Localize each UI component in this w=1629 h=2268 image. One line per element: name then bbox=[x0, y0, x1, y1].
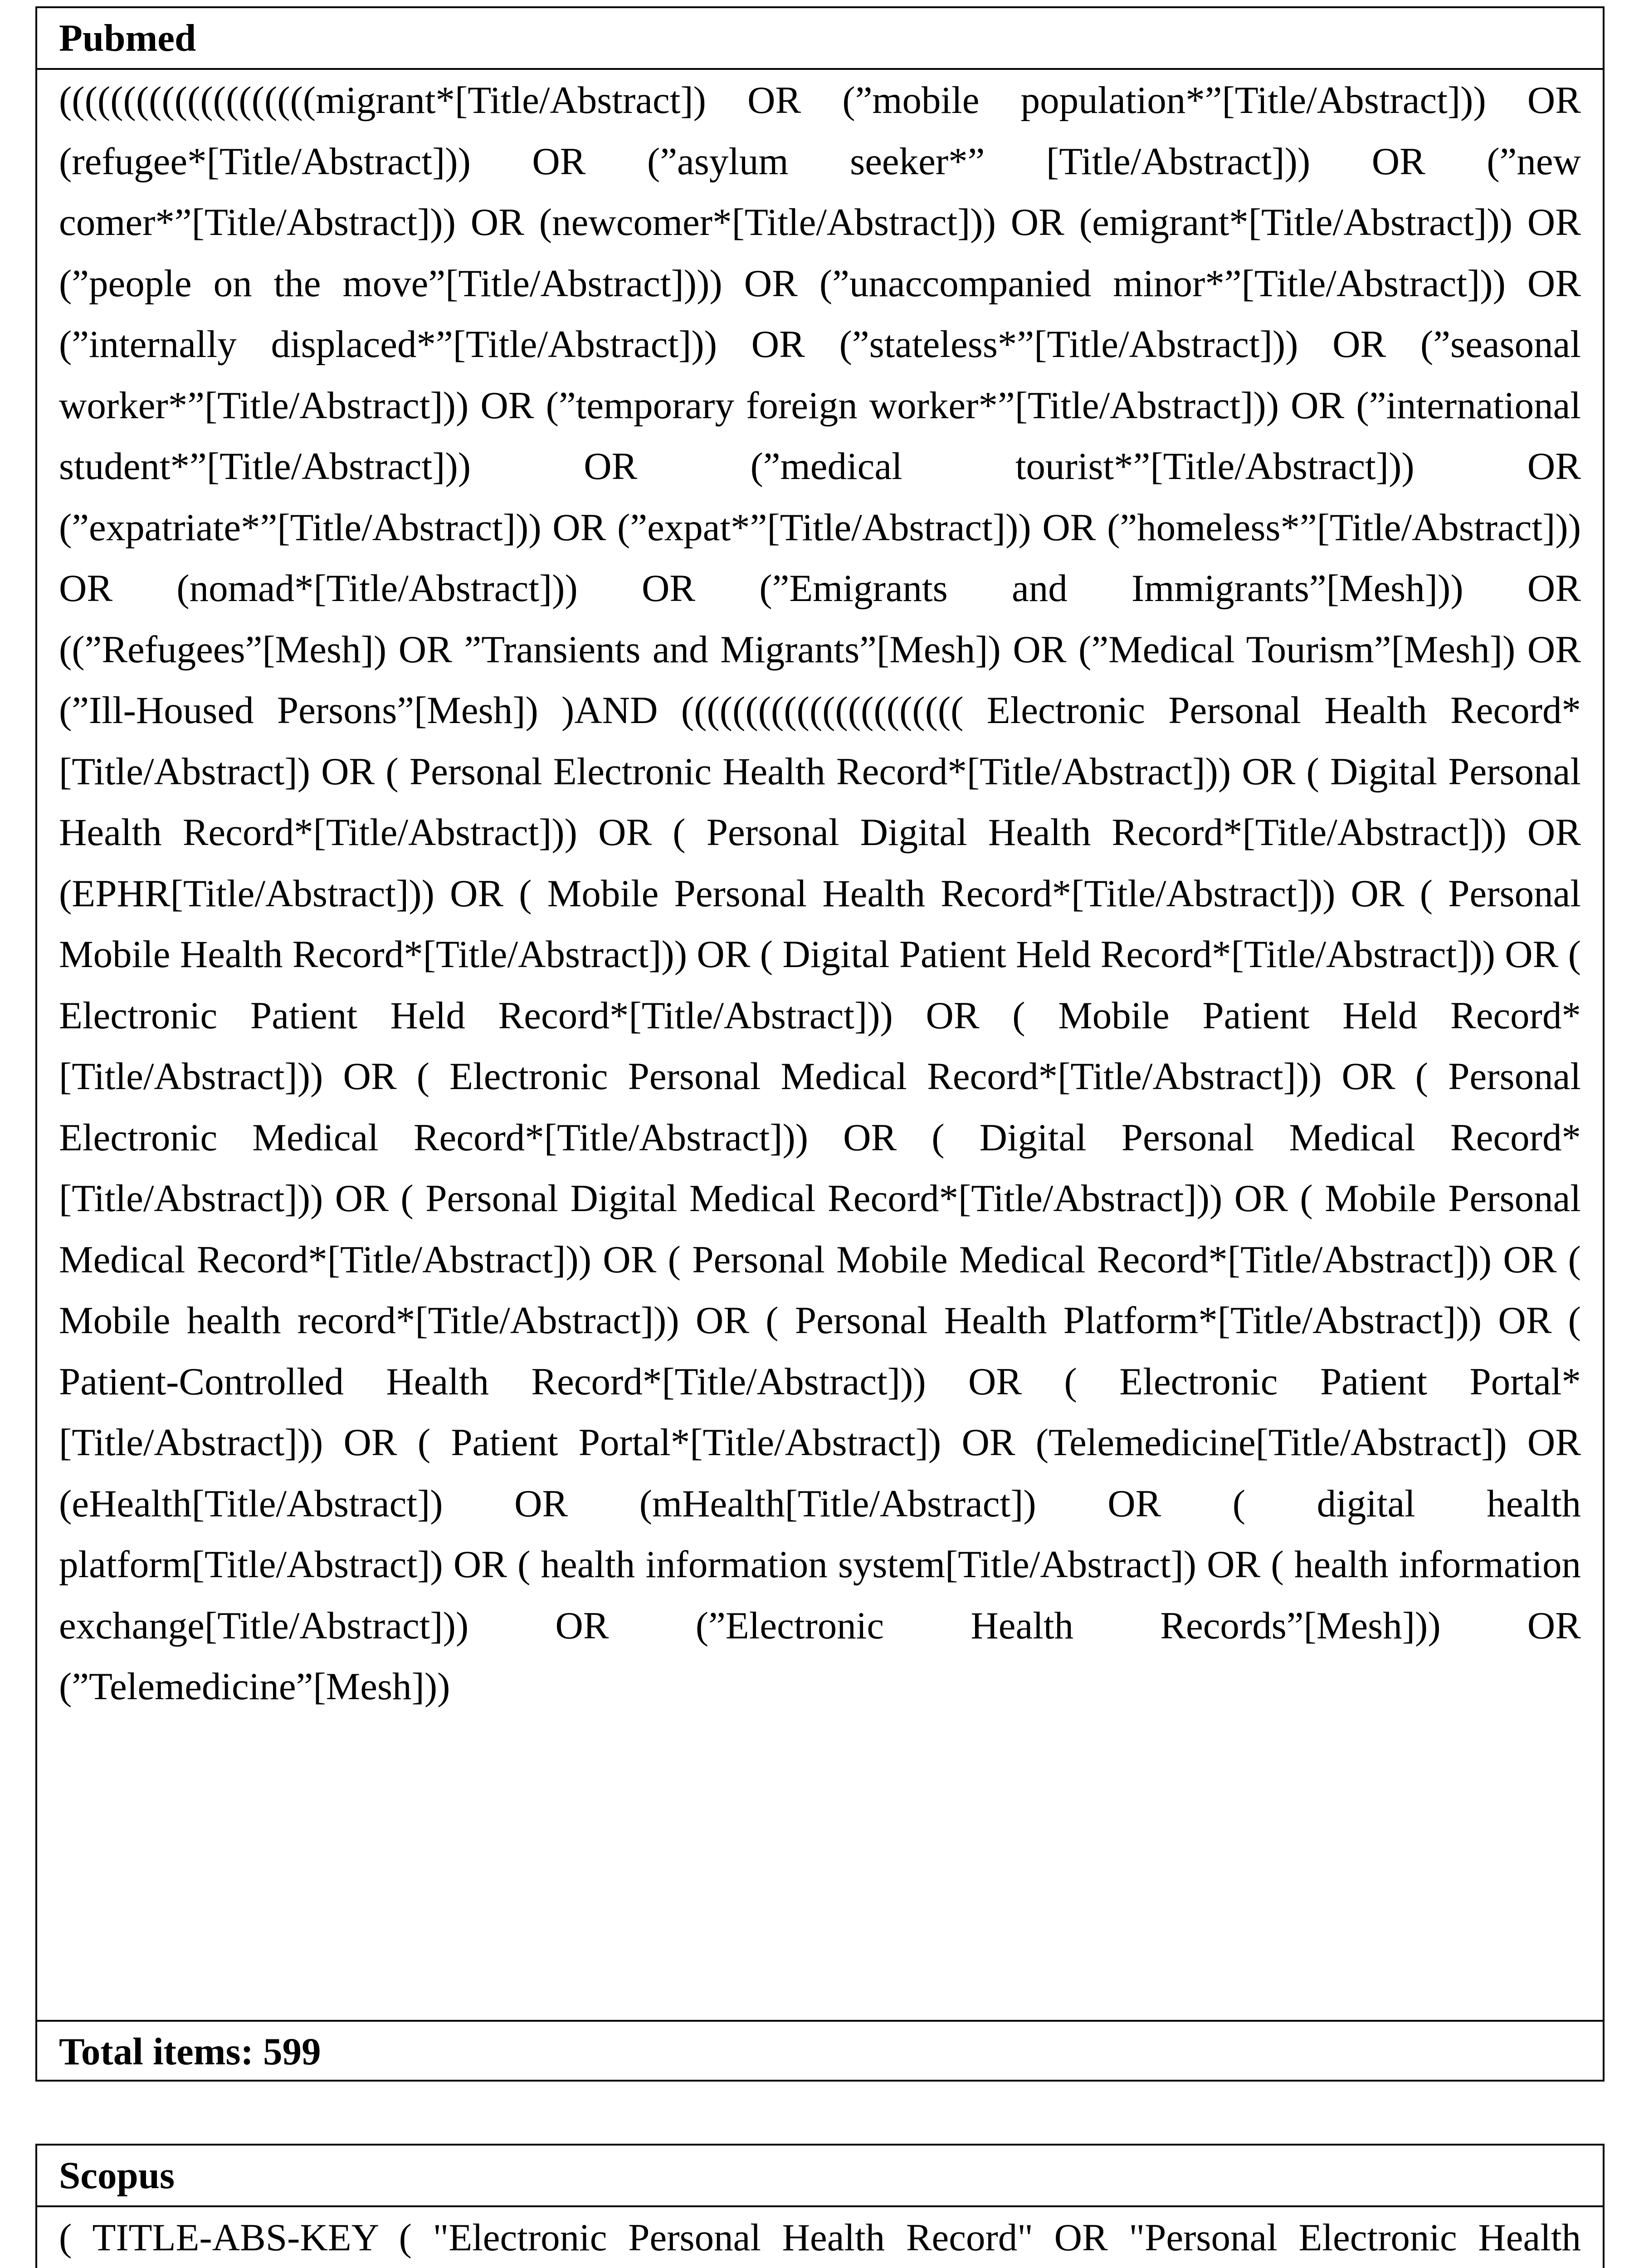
pubmed-query-text: ((((((((((((((((((((migrant*[Title/Abstract]) OR (”mobile population*”[Title/Abstract])) OR (refugee*[Title/Abstract])) OR (”asylum seeker*” [Title/Abstract])) OR (”new comer*”[Title/Abstract])) OR (newcomer*[Title/Abstract])) OR (emigrant*[Title/Abstract])) OR (”people on the move”[Title/Abstract]))) OR (”unaccompanied minor*”[Title/Abstract])) OR (”internally displaced*”[Title/Abstract])) OR (”stateless*”[Title/Abstract])) OR (”seasonal worker*”[Title/Abstract])) OR (”temporary foreign worker*”[Title/Abstract])) OR (”international student*”[Title/Abstract])) OR (”medical tourist*”[Title/Abstract])) OR (”expatriate*”[Title/Abstract])) OR (”expat*”[Title/Abstract])) OR (”homeless*”[Title/Abstract])) OR (nomad*[Title/Abstract])) OR (”Emigrants and Immigrants”[Mesh])) OR ((”Refugees”[Mesh]) OR ”Transients and Migrants”[Mesh]) OR (”Medical Tourism”[Mesh]) OR (”Ill-Housed Persons”[Mesh]) )AND (((((((((((((((((((((( Electronic Personal Health Record*[Title/Abstract]) OR ( Personal Electronic Health Record*[Title/Abstract])) OR ( Digital Personal Health Record*[Title/Abstract])) OR ( Personal Digital Health Record*[Title/Abstract])) OR (EPHR[Title/Abstract])) OR ( Mobile Personal Health Record*[Title/Abstract])) OR ( Personal Mobile Health Record*[Title/Abstract])) OR ( Digital Patient Held Record*[Title/Abstract])) OR ( Electronic Patient Held Record*[Title/Abstract])) OR ( Mobile Patient Held Record*[Title/Abstract])) OR ( Electronic Personal Medical Record*[Title/Abstract])) OR ( Personal Electronic Medical Record*[Title/Abstract])) OR ( Digital Personal Medical Record*[Title/Abstract])) OR ( Personal Digital Medical Record*[Title/Abstract])) OR ( Mobile Personal Medical Record*[Title/Abstract])) OR ( Personal Mobile Medical Record*[Title/Abstract])) OR ( Mobile health record*[Title/Abstract])) OR ( Personal Health Platform*[Title/Abstract])) OR ( Patient-Controlled Health Record*[Title/Abstract])) OR ( Electronic Patient Portal*[Title/Abstract])) OR ( Patient Portal*[Title/Abstract]) OR (Telemedicine[Title/Abstract]) OR (eHealth[Title/Abstract]) OR (mHealth[Title/Abstract]) OR ( digital health platform[Title/Abstract]) OR ( health information system[Title/Abstract]) OR ( health information exchange[Title/Abstract])) OR (”Electronic Health Records”[Mesh])) OR (”Telemedicine”[Mesh])) bbox=[37, 68, 1603, 2020]
scopus-header: Scopus bbox=[59, 2154, 175, 2197]
pubmed-total-items: Total items: 599 bbox=[37, 2020, 1603, 2080]
scopus-query-text: ( TITLE-ABS-KEY ( "Electronic Personal Health Record" OR "Personal Electronic Health bbox=[37, 2205, 1603, 2268]
pubmed-header: Pubmed bbox=[59, 17, 196, 59]
scopus-search-table bbox=[35, 2144, 1605, 2268]
pubmed-search-table bbox=[35, 6, 1605, 2082]
